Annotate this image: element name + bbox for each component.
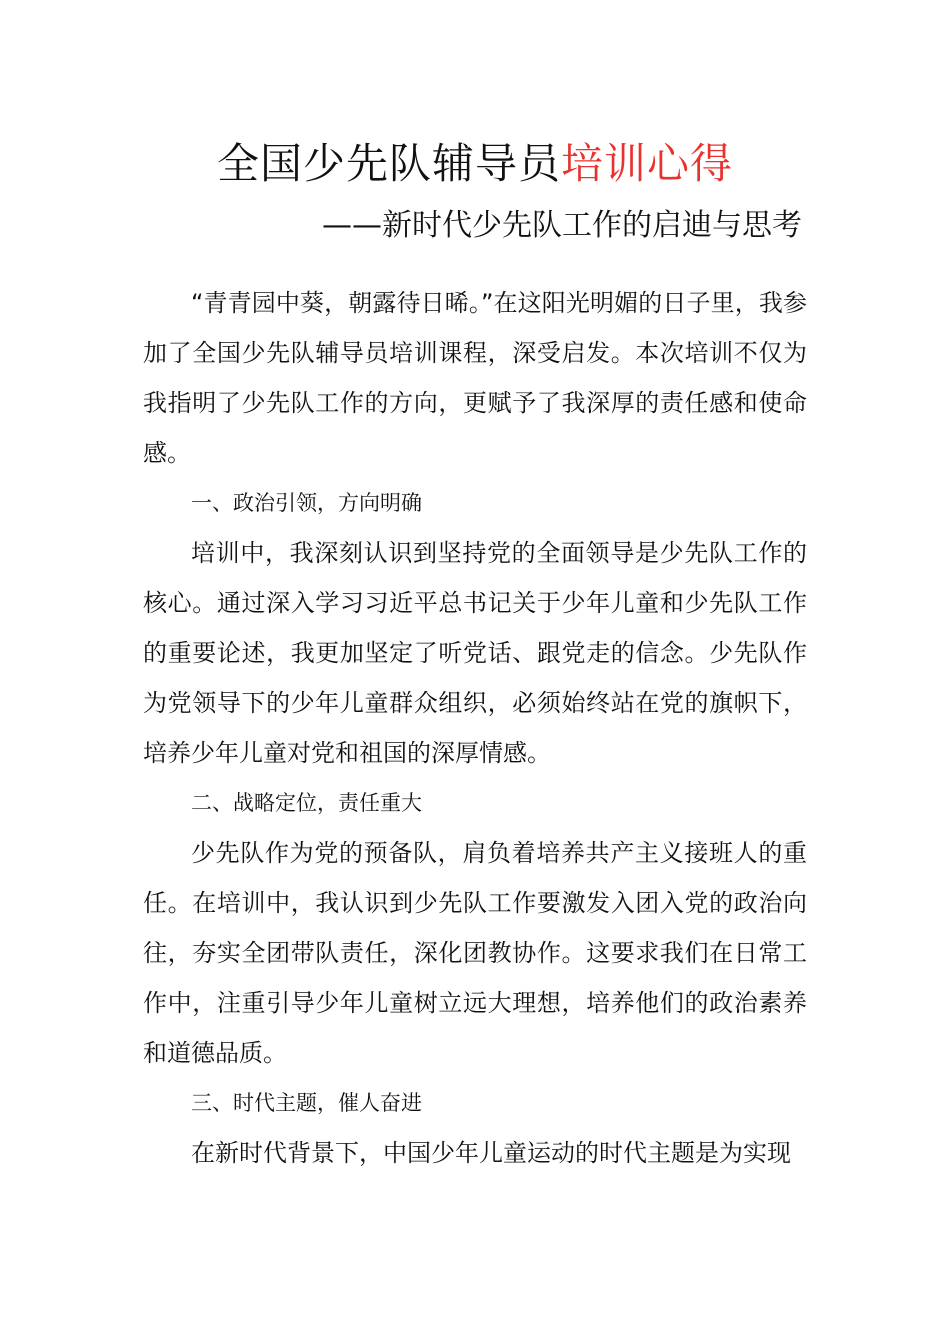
section-heading-3: 三、时代主题，催人奋进 [191,1091,422,1115]
document-body [143,278,807,1178]
section-heading-1: 一、政治引领，方向明确 [191,491,422,515]
title-accent: 培训心得 [561,139,734,188]
document-title [0,136,950,192]
section-heading-2: 二、战略定位，责任重大 [191,791,422,815]
title-main: 全国少先队辅导员 [216,139,561,188]
intro-paragraph: “青青园中葵，朝露待日晞。”在这阳光明媚的日子里，我参加了全国少先队辅导员培训课程，深受启发。本次培训不仅为我指明了少先队工作的方向，更赋予了我深厚的责任感和使命感。 [143,289,807,467]
section-paragraph-1: 培训中，我深刻认识到坚持党的全面领导是少先队工作的核心。通过深入学习习近平总书记关于少年儿童和少先队工作的重要论述，我更加坚定了听党话、跟党走的信念。少先队作为党领导下的少年儿童群众组织，必须始终站在党的旗帜下，培养少年儿童对党和祖国的深厚情感。 [143,539,807,767]
section-paragraph-3: 在新时代背景下，中国少年儿童运动的时代主题是为实现 [191,1139,791,1167]
section-paragraph-2: 少先队作为党的预备队，肩负着培养共产主义接班人的重任。在培训中，我认识到少先队工作要激发入团入党的政治向往，夯实全团带队责任，深化团教协作。这要求我们在日常工作中，注重引导少年儿童树立远大理想，培养他们的政治素养和道德品质。 [143,839,807,1067]
document-subtitle: ——新时代少先队工作的启迪与思考 [322,208,802,243]
